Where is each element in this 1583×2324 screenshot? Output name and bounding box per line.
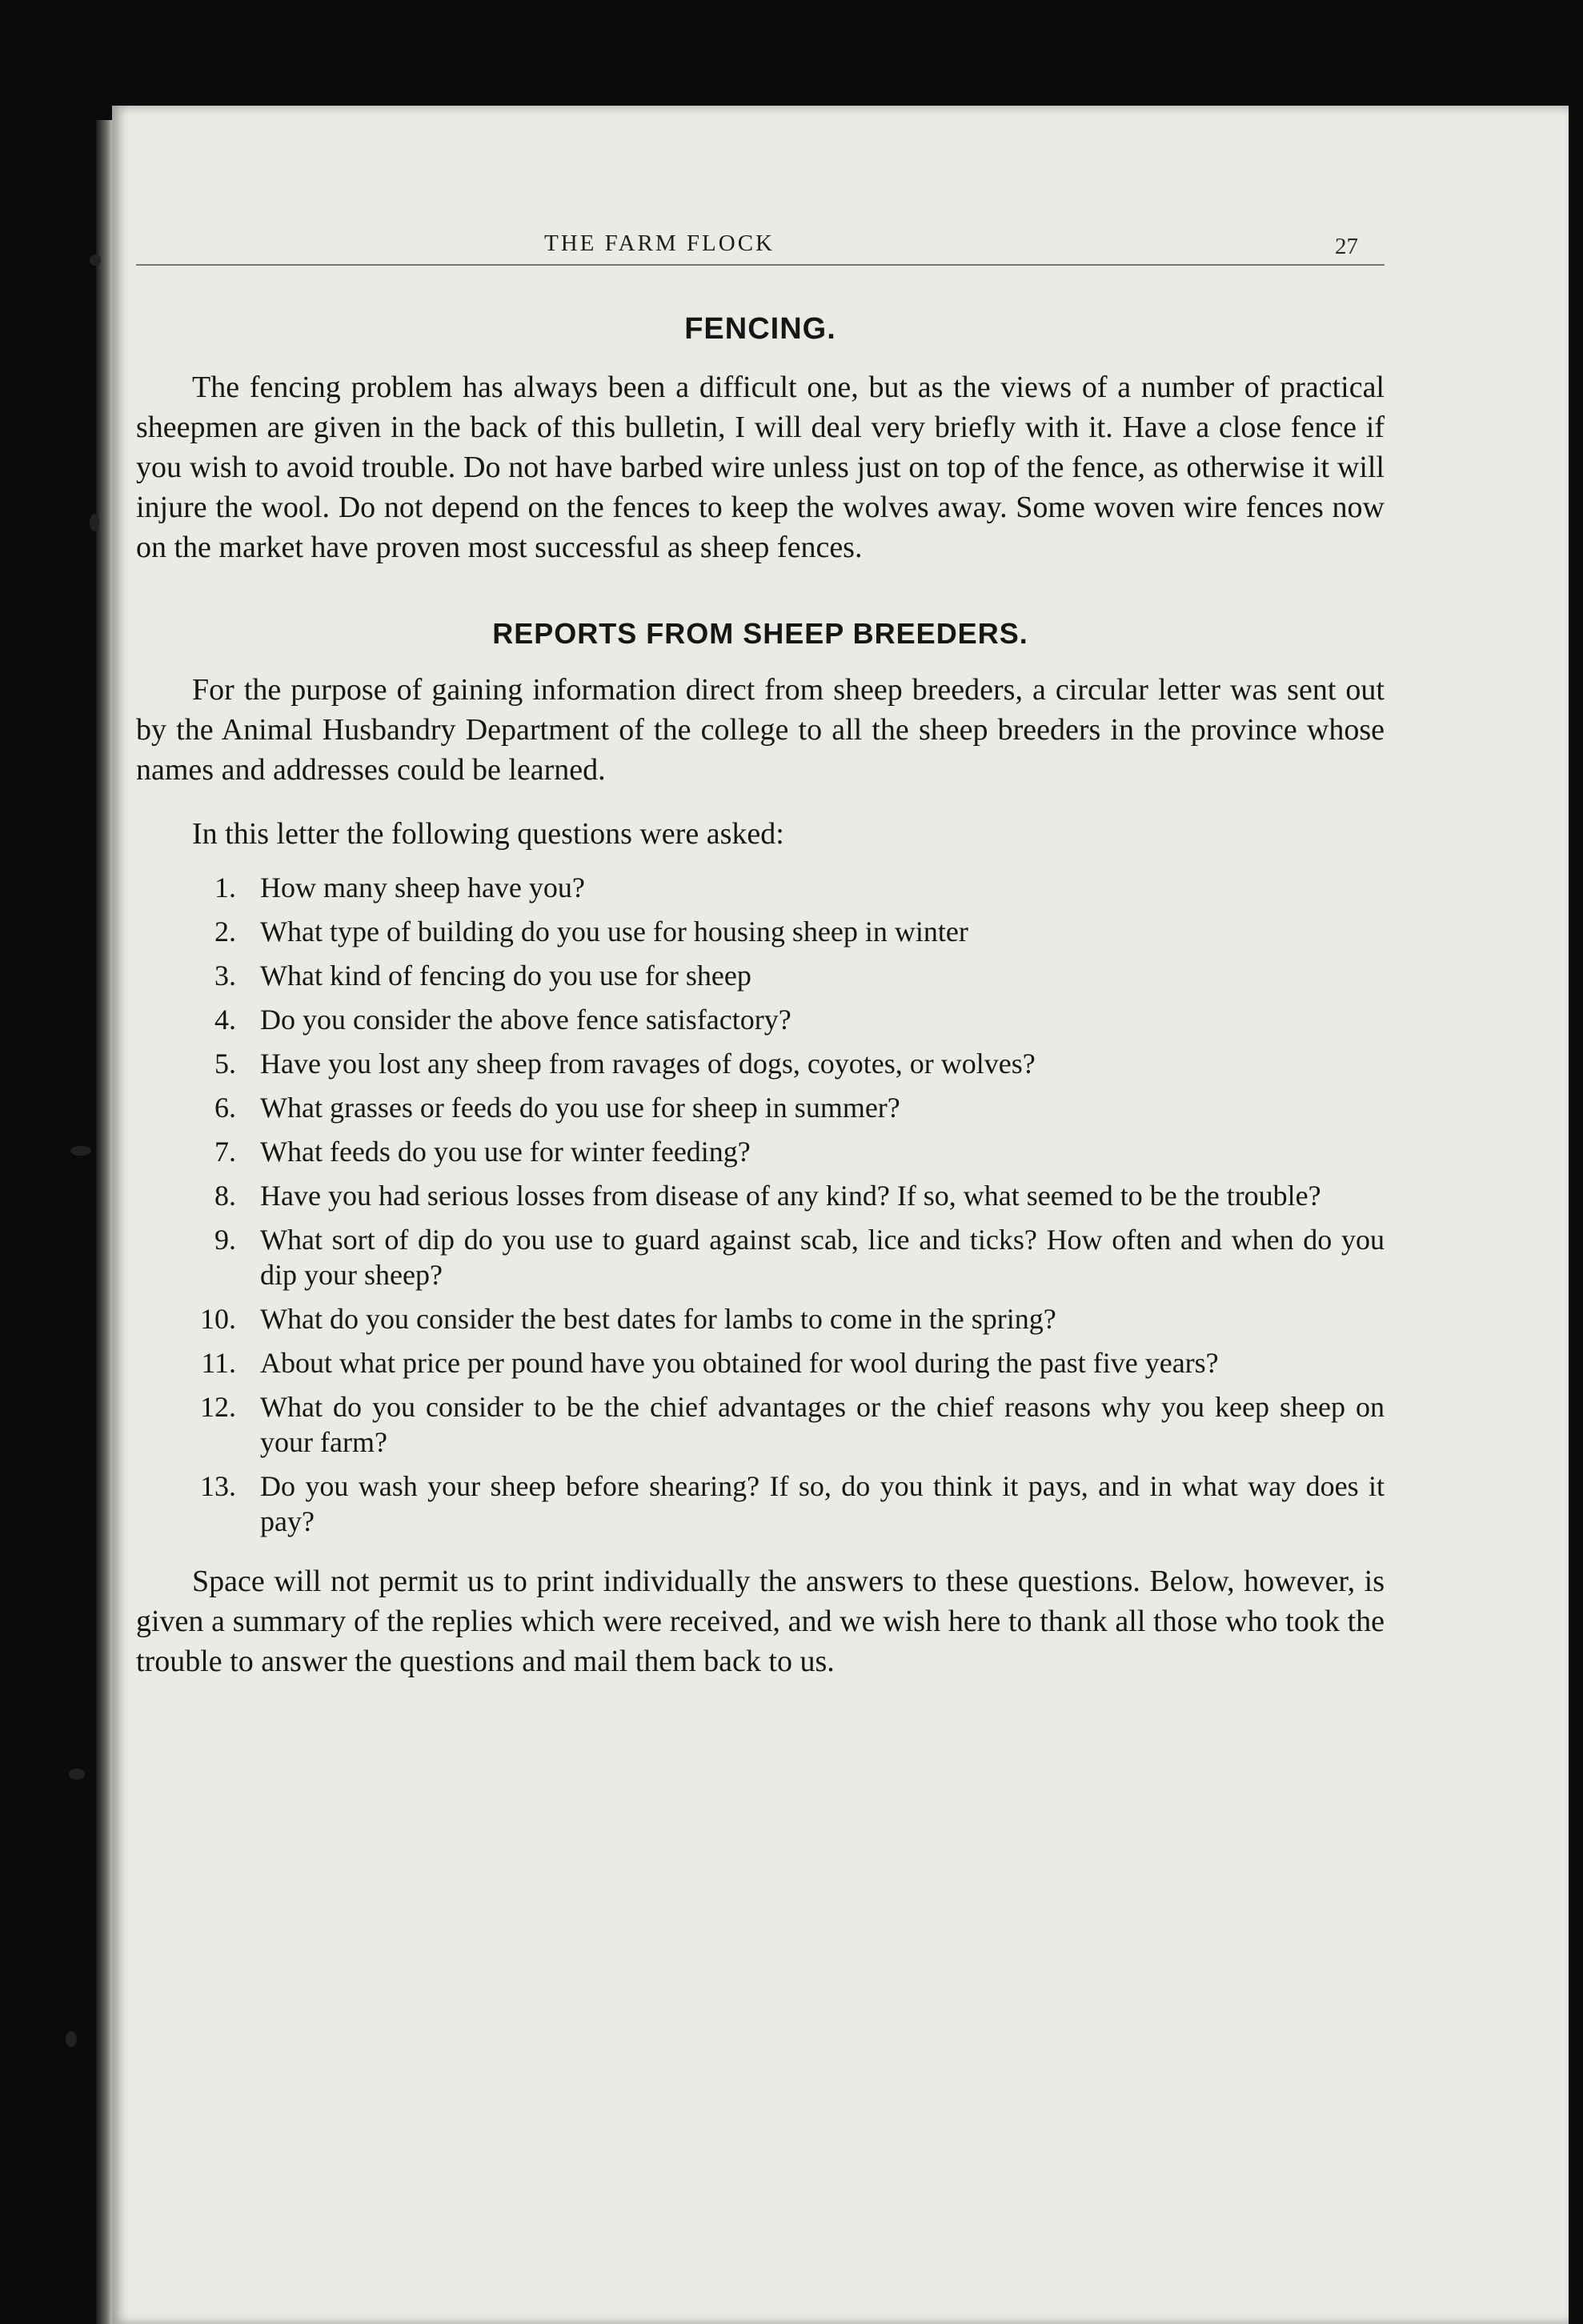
question-text: Have you had serious losses from disease of any kind? If so, what seemed to be the trouble? bbox=[260, 1180, 1321, 1212]
question-text: What do you consider to be the chief advantages or the chief reasons why you keep sheep on your farm? bbox=[260, 1391, 1385, 1458]
scan-speck bbox=[90, 514, 99, 531]
question-item bbox=[136, 1345, 1385, 1380]
question-list bbox=[136, 870, 1385, 1539]
question-text: What kind of fencing do you use for sheep bbox=[260, 960, 751, 992]
question-text: About what price per pound have you obtained for wool during the past five years? bbox=[260, 1347, 1219, 1379]
scan-speck bbox=[90, 254, 101, 266]
question-text: Have you lost any sheep from ravages of dogs, coyotes, or wolves? bbox=[260, 1048, 1036, 1080]
question-number: 6. bbox=[214, 1092, 236, 1124]
question-item bbox=[136, 1222, 1385, 1292]
page-binding-edge bbox=[96, 120, 114, 2324]
scan-speck bbox=[69, 1769, 85, 1780]
question-text: What grasses or feeds do you use for sheep in summer? bbox=[260, 1092, 900, 1124]
question-number: 9. bbox=[214, 1224, 236, 1256]
question-text: What sort of dip do you use to guard against scab, lice and ticks? How often and when do you dip your sheep? bbox=[260, 1224, 1385, 1291]
running-title: THE FARM FLOCK bbox=[544, 230, 775, 256]
question-item bbox=[136, 958, 1385, 993]
question-item bbox=[136, 1002, 1385, 1037]
page-content bbox=[136, 312, 1385, 1681]
question-item bbox=[136, 1389, 1385, 1460]
scan-speck bbox=[66, 2031, 77, 2047]
question-number: 12. bbox=[200, 1391, 236, 1423]
question-number: 4. bbox=[214, 1004, 236, 1036]
question-text: What do you consider the best dates for lambs to come in the spring? bbox=[260, 1303, 1056, 1335]
question-number: 3. bbox=[214, 960, 236, 992]
question-number: 5. bbox=[214, 1048, 236, 1080]
question-item bbox=[136, 914, 1385, 949]
fencing-heading: FENCING. bbox=[684, 312, 836, 346]
question-number: 8. bbox=[214, 1180, 236, 1212]
question-item bbox=[136, 1301, 1385, 1336]
question-number: 1. bbox=[214, 872, 236, 904]
question-number: 2. bbox=[214, 916, 236, 948]
fencing-paragraph: The fencing problem has always been a difficult one, but as the views of a number of practical sheepmen are given in the back of this bulletin, I will deal very briefly with it. Have a close fence if you wish to avoid trouble. Do not have barbed wire unless just on top of the fence, as otherwise it will injure the wool. Do not depend on the fences to keep the wolves away. Some woven wire fences now on the market have proven most successful as sheep fences. bbox=[136, 371, 1385, 564]
question-item bbox=[136, 1090, 1385, 1125]
closing-paragraph: Space will not permit us to print individually the answers to these questions. Below, however, is given a summary of the replies which were received, and we wish here to thank all those who took the trouble to answer the questions and mail them back to us. bbox=[136, 1565, 1385, 1678]
question-text: Do you consider the above fence satisfactory? bbox=[260, 1004, 792, 1036]
reports-paragraph: For the purpose of gaining information direct from sheep breeders, a circular letter was sent out by the Animal Husbandry Department of the college to all the sheep breeders in the province whose names and addresses could be learned. bbox=[136, 673, 1385, 787]
page-number: 27 bbox=[1335, 234, 1358, 259]
reports-heading: REPORTS FROM SHEEP BREEDERS. bbox=[492, 617, 1028, 650]
question-text: What feeds do you use for winter feeding? bbox=[260, 1136, 751, 1168]
question-item bbox=[136, 1046, 1385, 1081]
question-number: 7. bbox=[214, 1136, 236, 1168]
question-item bbox=[136, 1134, 1385, 1169]
question-text: Do you wash your sheep before shearing? If so, do you think it pays, and in what way does it pay? bbox=[260, 1470, 1385, 1537]
scan-speck bbox=[70, 1146, 91, 1156]
question-number: 11. bbox=[201, 1347, 236, 1379]
question-item bbox=[136, 870, 1385, 905]
header-rule bbox=[136, 264, 1385, 266]
question-item bbox=[136, 1178, 1385, 1213]
question-item bbox=[136, 1469, 1385, 1539]
question-number: 13. bbox=[200, 1470, 236, 1502]
question-text: What type of building do you use for housing sheep in winter bbox=[260, 916, 968, 948]
questions-lead: In this letter the following questions were asked: bbox=[192, 817, 784, 851]
question-text: How many sheep have you? bbox=[260, 872, 585, 904]
question-number: 10. bbox=[200, 1303, 236, 1335]
